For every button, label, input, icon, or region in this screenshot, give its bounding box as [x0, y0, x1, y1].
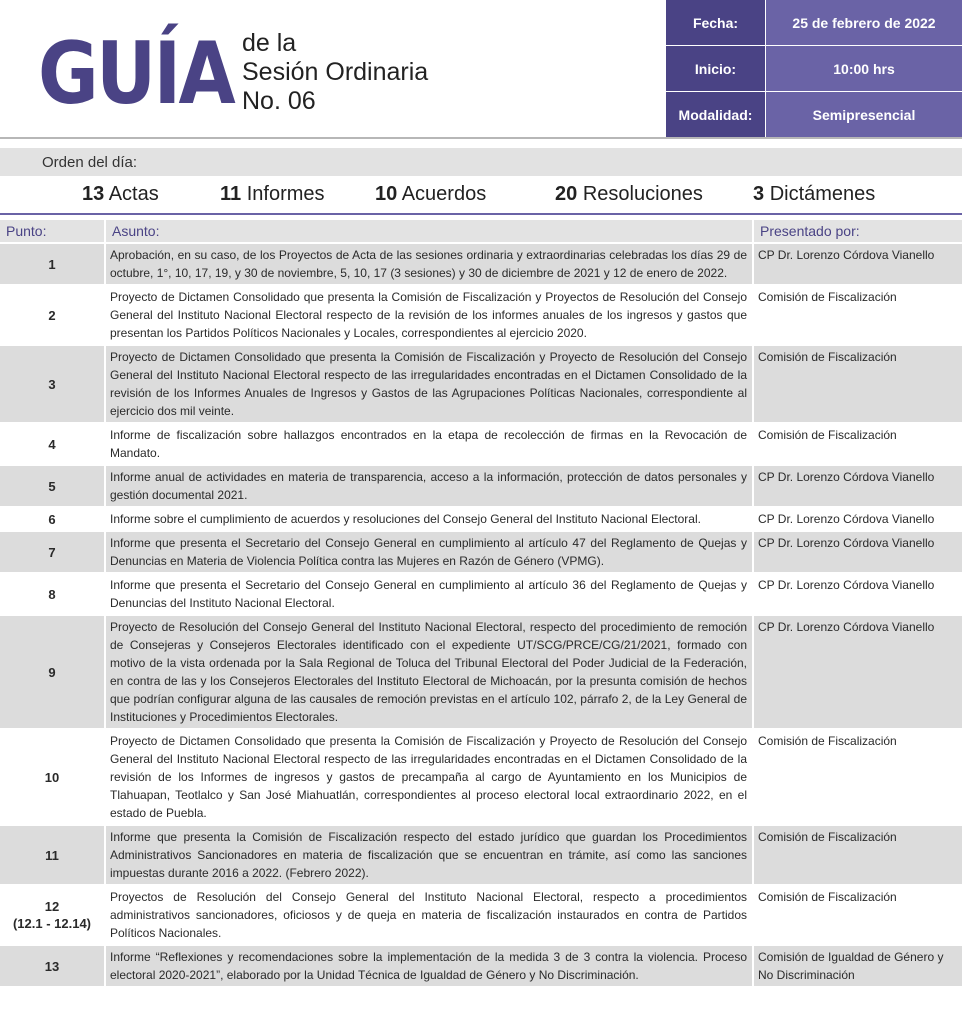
punto-cell — [0, 244, 106, 284]
punto-cell — [0, 532, 106, 572]
asunto-cell: Proyecto de Dictamen Consolidado que presenta la Comisión de Fiscalización y Proyecto de Resolución del Consejo General del Instituto Nacional Electoral respecto de las irregularidades encontradas en el Dictamen Consolidado de la revisión de los Informes Anuales de Ingresos y Gastos de las Agrupaciones Políticas Nacionales, correspondiente al ejercicio dos mil veinte. — [106, 346, 754, 422]
subtitle-line-1: de la — [242, 29, 297, 57]
asunto-cell: Informe de fiscalización sobre hallazgos encontrados en la etapa de recolección de firmas en la Revocación de Mandato. — [106, 424, 754, 464]
punto-cell — [0, 346, 106, 422]
presentado-cell: CP Dr. Lorenzo Córdova Vianello — [754, 616, 962, 728]
punto-cell — [0, 730, 106, 824]
subtitle-line-2: Sesión Ordinaria — [242, 58, 429, 86]
table-header-row — [0, 220, 962, 242]
punto-cell — [0, 508, 106, 530]
asunto-cell: Informe “Reflexiones y recomendaciones sobre la implementación de la medida 3 de 3 contra la violencia. Proceso electoral 2020-2021”, elaborado por la Unidad Técnica de Igualdad de Género y No Discriminación. — [106, 946, 754, 986]
info-label: Modalidad: — [666, 92, 765, 137]
punto-number: 11 — [45, 847, 59, 863]
presentado-cell: Comisión de Fiscalización — [754, 346, 962, 422]
punto-cell — [0, 424, 106, 464]
presentado-cell: Comisión de Fiscalización — [754, 286, 962, 344]
info-row-fecha — [666, 0, 962, 45]
info-label: Fecha: — [666, 0, 765, 45]
table-row — [0, 346, 962, 422]
header-presentado: Presentado por: — [754, 220, 962, 242]
count-label: Dictámenes — [769, 183, 876, 205]
presentado-cell: CP Dr. Lorenzo Córdova Vianello — [754, 532, 962, 572]
guia-title: GUÍA — [38, 24, 234, 124]
table-row — [0, 946, 962, 986]
info-value: Semipresencial — [766, 92, 962, 137]
subtitle-line-3: No. 06 — [242, 87, 316, 115]
punto-number: 5 — [48, 478, 56, 494]
table-row — [0, 244, 962, 284]
count-label: Actas — [108, 183, 159, 205]
orden-del-dia-label: Orden del día: — [42, 154, 138, 171]
item-counts — [0, 183, 962, 213]
punto-number: 8 — [48, 586, 56, 602]
agenda-table — [0, 218, 962, 988]
punto-cell — [0, 286, 106, 344]
header-divider — [0, 137, 962, 139]
count-number: 13 — [82, 183, 105, 205]
info-value: 25 de febrero de 2022 — [766, 0, 962, 45]
asunto-cell: Informe sobre el cumplimiento de acuerdos y resoluciones del Consejo General del Instituto Nacional Electoral. — [106, 508, 754, 530]
session-info-box — [666, 0, 962, 138]
counts-divider — [0, 213, 962, 215]
punto-number: 9 — [48, 664, 56, 680]
table-row — [0, 532, 962, 572]
punto-number: 10 — [44, 769, 60, 785]
punto-number: 13 — [44, 958, 60, 974]
count-label: Resoluciones — [582, 183, 703, 205]
table-row — [0, 886, 962, 944]
count-number: 20 — [555, 183, 578, 205]
table-row — [0, 508, 962, 530]
orden-del-dia-bar — [0, 148, 962, 176]
punto-number: 7 — [48, 544, 56, 560]
presentado-cell: Comisión de Fiscalización — [754, 826, 962, 884]
count-label: Informes — [246, 183, 325, 205]
presentado-cell: CP Dr. Lorenzo Córdova Vianello — [754, 574, 962, 614]
table-row — [0, 730, 962, 824]
count-resoluciones — [555, 183, 703, 206]
asunto-cell: Proyectos de Resolución del Consejo General del Instituto Nacional Electoral, respecto a procedimientos administrativos sancionadores, oficiosos y de queja en materia de fiscalización instaurados en contra de Partidos Políticos Nacionales. — [106, 886, 754, 944]
punto-number: 4 — [48, 436, 56, 452]
presentado-cell: Comisión de Igualdad de Género y No Discriminación — [754, 946, 962, 986]
asunto-cell: Proyecto de Dictamen Consolidado que presenta la Comisión de Fiscalización y Proyectos de Resolución del Consejo General del Instituto Nacional Electoral respecto de la revisión de los informes anuales de los ingresos y gastos que presentan los Partidos Políticos Nacionales y Locales, correspondientes al ejercicio 2020. — [106, 286, 754, 344]
table-row — [0, 616, 962, 728]
count-number: 3 — [753, 183, 765, 205]
punto-subrange: (12.1 - 12.14) — [12, 916, 92, 931]
table-row — [0, 466, 962, 506]
presentado-cell: Comisión de Fiscalización — [754, 730, 962, 824]
table-row — [0, 424, 962, 464]
punto-cell — [0, 616, 106, 728]
count-number: 11 — [220, 183, 242, 205]
punto-cell — [0, 574, 106, 614]
count-informes — [220, 183, 325, 206]
table-row — [0, 826, 962, 884]
asunto-cell: Informe que presenta la Comisión de Fiscalización respecto del estado jurídico que guardan los Procedimientos Administrativos Sancionadores en materia de fiscalización que se encuentran en trámite, así como las sanciones impuestas durante 2016 a 2022. (Febrero 2022). — [106, 826, 754, 884]
info-row-modalidad — [666, 92, 962, 137]
punto-cell — [0, 946, 106, 986]
punto-cell — [0, 826, 106, 884]
presentado-cell: CP Dr. Lorenzo Córdova Vianello — [754, 466, 962, 506]
presentado-cell: CP Dr. Lorenzo Córdova Vianello — [754, 244, 962, 284]
asunto-cell: Aprobación, en su caso, de los Proyectos de Acta de las sesiones ordinaria y extraordinarias celebradas los días 29 de octubre, 1°, 10, 17, 19, y 30 de noviembre, 5, 10, 17 (3 sesiones) y 30 de diciembre de 2021 y 12 de enero de 2022. — [106, 244, 754, 284]
asunto-cell: Informe que presenta el Secretario del Consejo General en cumplimiento al artículo 47 del Reglamento de Quejas y Denuncias en Materia de Violencia Política contra las Mujeres en Razón de Género (VPMG). — [106, 532, 754, 572]
punto-number: 2 — [48, 307, 56, 323]
asunto-cell: Informe anual de actividades en materia de transparencia, acceso a la información, protección de datos personales y gestión documental 2021. — [106, 466, 754, 506]
header-punto: Punto: — [0, 220, 106, 242]
count-label: Acuerdos — [401, 183, 487, 205]
presentado-cell: CP Dr. Lorenzo Córdova Vianello — [754, 508, 962, 530]
count-acuerdos — [375, 183, 486, 206]
punto-cell — [0, 466, 106, 506]
table-row — [0, 574, 962, 614]
asunto-cell: Informe que presenta el Secretario del Consejo General en cumplimiento al artículo 36 del Reglamento de Quejas y Denuncias del Instituto Nacional Electoral. — [106, 574, 754, 614]
table-row — [0, 286, 962, 344]
session-subtitle — [242, 29, 428, 116]
asunto-cell: Proyecto de Resolución del Consejo General del Instituto Nacional Electoral, respecto del procedimiento de remoción de Consejeras y Consejeros Electorales identificado con el expediente UT/SCG/PRCE/CG/21/2021, formado con motivo de la vista ordenada por la Sala Regional de Toluca del Tribunal Electoral del Poder Judicial de la Federación, en contra de las y los Consejeros Electorales del Instituto Electoral de Michoacán, por la presunta comisión de hechos que podrían configurar alguna de las causales de remoción previstas en el artículo 102, párrafo 2, de la Ley General de Instituciones y Procedimientos Electorales. — [106, 616, 754, 728]
header-asunto: Asunto: — [106, 220, 754, 242]
punto-number: 3 — [48, 376, 56, 392]
count-number: 10 — [375, 183, 398, 205]
agenda-body — [0, 244, 962, 986]
punto-number: 1 — [48, 256, 56, 272]
punto-number: 6 — [48, 511, 56, 527]
info-value: 10:00 hrs — [766, 46, 962, 91]
info-label: Inicio: — [666, 46, 765, 91]
presentado-cell: Comisión de Fiscalización — [754, 886, 962, 944]
count-dictamenes — [753, 183, 875, 206]
punto-number: 12 — [44, 899, 60, 914]
info-row-inicio — [666, 46, 962, 91]
asunto-cell: Proyecto de Dictamen Consolidado que presenta la Comisión de Fiscalización y Proyecto de Resolución del Consejo General del Instituto Nacional Electoral respecto de las irregularidades encontradas en el Dictamen Consolidado de la revisión de los Informes de ingresos y gastos de precampaña al cargo de Ayuntamiento en los Municipios de Tlahuapan, Teotlalco y San José Miahuatlán, correspondientes al proceso electoral local extraordinario 2022, en el estado de Puebla. — [106, 730, 754, 824]
presentado-cell: Comisión de Fiscalización — [754, 424, 962, 464]
count-actas — [82, 183, 159, 206]
punto-cell — [0, 886, 106, 944]
